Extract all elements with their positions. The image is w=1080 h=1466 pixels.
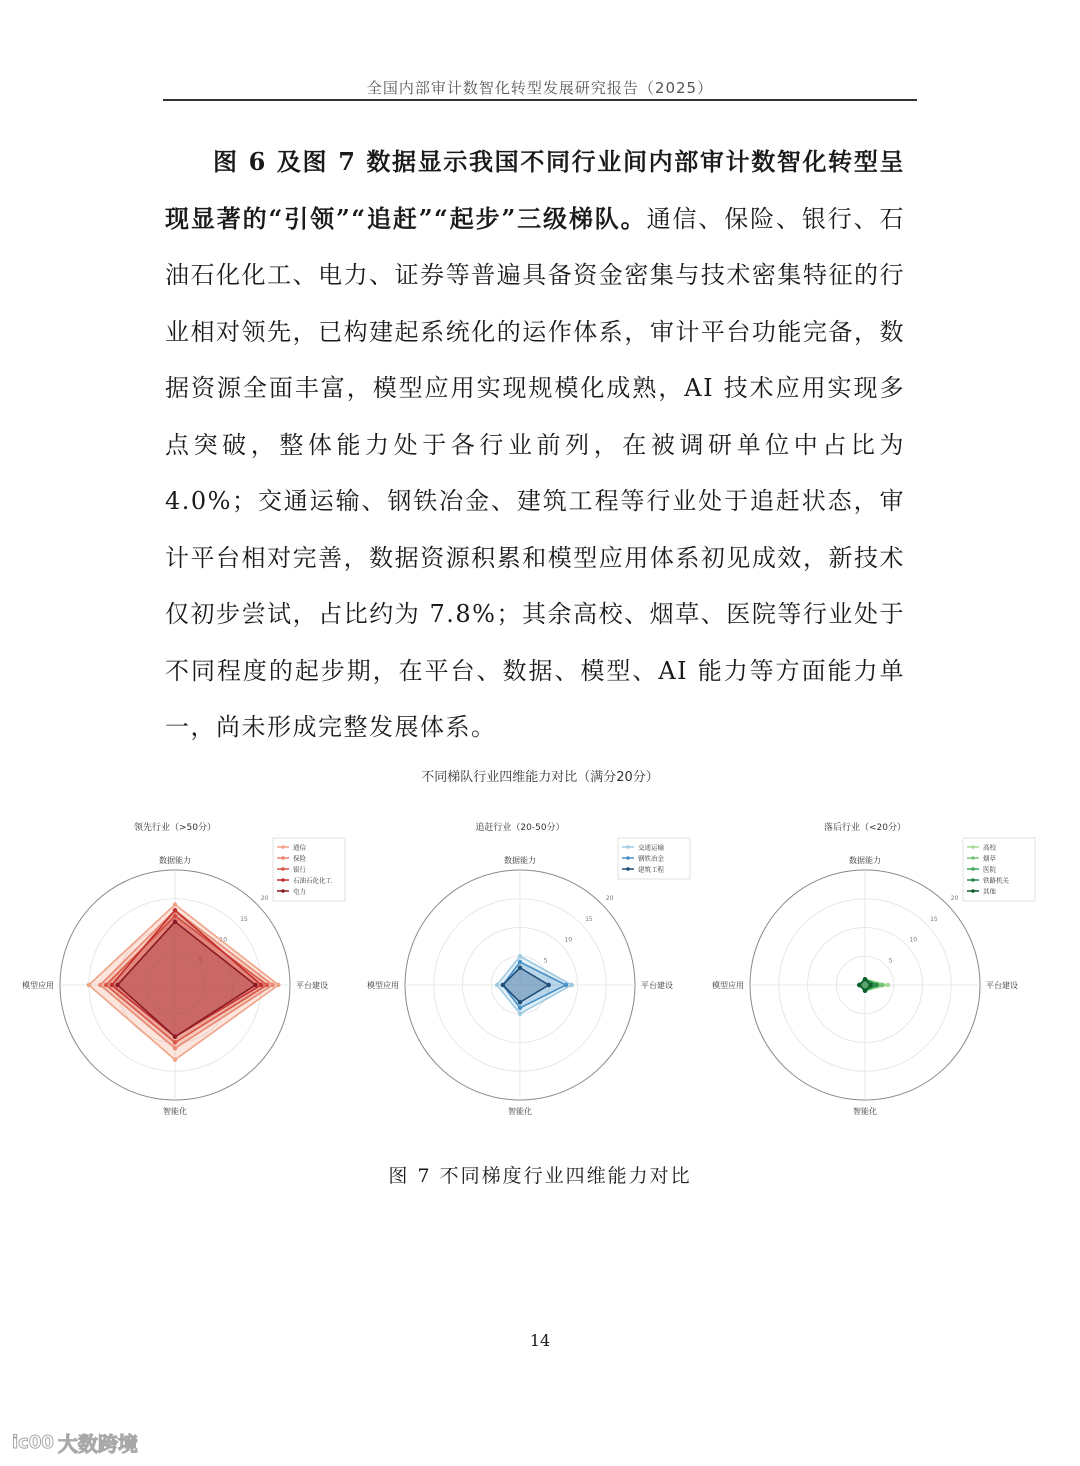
data-point bbox=[874, 983, 878, 987]
data-point bbox=[518, 966, 522, 970]
radar-charts bbox=[0, 810, 1080, 1140]
paragraph-text: 通信、保险、银行、石油石化化工、电力、证券等普遍具备资金密集与技术密集特征的行业相对领先，已构建起系统化的运作体系，审计平台功能完备，数据资源全面丰富，模型应用实现规模化成熟，AI 技术应用实现多点突破，整体能力处于各行业前列，在被调研单位中占比为 4.0%；交通运输、钢铁冶金、建筑工程等行业处于追赶状态，审计平台相对完善，数据资源积累和模型应用体系初见成效，新技术仅初步尝试，占比约为 7.8%；其余高校、烟草、医院等行业处于不同程度的起步期，在平台、数据、模型、AI 能力等方面能力单一，尚未形成完整发展体系。 bbox=[165, 204, 906, 741]
data-point bbox=[518, 1000, 522, 1004]
tick-label: 5 bbox=[543, 957, 548, 965]
data-point bbox=[501, 983, 505, 987]
legend-label: 医院 bbox=[983, 865, 996, 874]
legend-marker bbox=[281, 889, 285, 893]
legend-label: 钢铁冶金 bbox=[638, 854, 664, 863]
radar-chart-3 bbox=[712, 821, 1035, 1116]
legend-label: 其他 bbox=[983, 887, 996, 896]
legend-label: 电力 bbox=[293, 887, 306, 896]
tick-label: 20 bbox=[950, 895, 959, 903]
legend-label: 烟草 bbox=[983, 854, 996, 863]
data-point bbox=[886, 983, 890, 987]
tick-label: 5 bbox=[198, 957, 203, 965]
axis-label: 数据能力 bbox=[849, 856, 881, 865]
legend-label: 高校 bbox=[983, 843, 996, 852]
tick-label: 10 bbox=[564, 936, 573, 944]
data-point bbox=[173, 920, 177, 924]
legend-label: 通信 bbox=[293, 843, 306, 852]
data-point bbox=[857, 983, 861, 987]
data-point bbox=[570, 983, 574, 987]
tick-label: 15 bbox=[930, 915, 938, 923]
tick-label: 20 bbox=[260, 895, 269, 903]
header-rule bbox=[163, 99, 917, 101]
legend-marker bbox=[626, 867, 630, 871]
data-point bbox=[518, 1006, 522, 1010]
data-point bbox=[271, 983, 275, 987]
figure-title: 不同梯队行业四维能力对比（满分20分） bbox=[421, 770, 659, 785]
data-point bbox=[564, 983, 568, 987]
running-header: 全国内部审计数智化转型发展研究报告（2025） bbox=[366, 79, 714, 97]
axis-label: 模型应用 bbox=[712, 981, 744, 990]
data-point bbox=[173, 1040, 177, 1044]
data-point bbox=[173, 1035, 177, 1039]
radar-chart-2 bbox=[367, 821, 690, 1116]
axis-label: 模型应用 bbox=[367, 981, 399, 990]
legend-marker bbox=[281, 845, 285, 849]
data-point bbox=[98, 983, 102, 987]
data-point bbox=[495, 983, 499, 987]
tick-label: 5 bbox=[888, 957, 893, 965]
data-point bbox=[518, 960, 522, 964]
legend-label: 交通运输 bbox=[638, 843, 664, 852]
data-point bbox=[87, 983, 91, 987]
axis-label: 智能化 bbox=[853, 1107, 877, 1116]
legend-marker bbox=[281, 867, 285, 871]
legend-marker bbox=[626, 856, 630, 860]
watermark bbox=[12, 1428, 138, 1457]
lead-sentence: 图 6 及图 7 数据显示我国不同行业间内部审计数智化转型呈现显著的“引领”“追赶”“起步”三级梯队。 bbox=[165, 147, 905, 233]
body-paragraph bbox=[165, 134, 905, 756]
legend-label: 建筑工程 bbox=[638, 865, 664, 874]
page-number: 14 bbox=[529, 1331, 551, 1350]
data-point bbox=[547, 983, 551, 987]
data-point bbox=[104, 983, 108, 987]
radar-title: 落后行业（<20分） bbox=[824, 823, 906, 833]
legend-label: 铁路机关 bbox=[983, 876, 1009, 885]
axis-label: 模型应用 bbox=[22, 981, 54, 990]
watermark-logo-icon: ic00 bbox=[12, 1432, 54, 1453]
data-point bbox=[276, 983, 280, 987]
figure-caption: 图 7 不同梯度行业四维能力对比 bbox=[388, 1165, 692, 1187]
tick-label: 10 bbox=[909, 936, 918, 944]
legend-label: 银行 bbox=[293, 865, 306, 874]
data-point bbox=[518, 1012, 522, 1016]
legend-marker bbox=[971, 867, 975, 871]
axis-label: 数据能力 bbox=[159, 856, 191, 865]
legend-marker bbox=[971, 845, 975, 849]
data-point bbox=[869, 983, 873, 987]
axis-label: 数据能力 bbox=[504, 856, 536, 865]
tick-label: 15 bbox=[585, 915, 593, 923]
data-point bbox=[265, 983, 269, 987]
axis-label: 平台建设 bbox=[986, 981, 1018, 990]
radar-chart-1 bbox=[22, 821, 345, 1116]
axis-label: 智能化 bbox=[508, 1107, 532, 1116]
data-point bbox=[863, 977, 867, 981]
tick-label: 15 bbox=[240, 915, 248, 923]
watermark-text: 大数跨境 bbox=[57, 1432, 138, 1456]
axis-label: 智能化 bbox=[163, 1107, 187, 1116]
legend-marker bbox=[971, 878, 975, 882]
legend-marker bbox=[281, 878, 285, 882]
legend-label: 保险 bbox=[293, 854, 306, 863]
axis-label: 平台建设 bbox=[641, 981, 673, 990]
data-point bbox=[253, 983, 257, 987]
data-point bbox=[173, 902, 177, 906]
radar-title: 领先行业（>50分） bbox=[134, 823, 216, 833]
data-point bbox=[173, 1046, 177, 1050]
axis-label: 平台建设 bbox=[296, 981, 328, 990]
legend-marker bbox=[971, 856, 975, 860]
data-point bbox=[110, 983, 114, 987]
data-point bbox=[259, 983, 263, 987]
data-point bbox=[863, 989, 867, 993]
data-point bbox=[115, 983, 119, 987]
data-point bbox=[173, 908, 177, 912]
data-point bbox=[518, 954, 522, 958]
legend-marker bbox=[281, 856, 285, 860]
data-point bbox=[173, 1058, 177, 1062]
tick-label: 10 bbox=[219, 936, 228, 944]
legend-marker bbox=[626, 845, 630, 849]
legend-marker bbox=[971, 889, 975, 893]
radar-title: 追赶行业（20-50分） bbox=[475, 823, 565, 833]
legend-label: 石油石化化工 bbox=[293, 876, 332, 885]
tick-label: 20 bbox=[605, 895, 614, 903]
data-point bbox=[880, 983, 884, 987]
